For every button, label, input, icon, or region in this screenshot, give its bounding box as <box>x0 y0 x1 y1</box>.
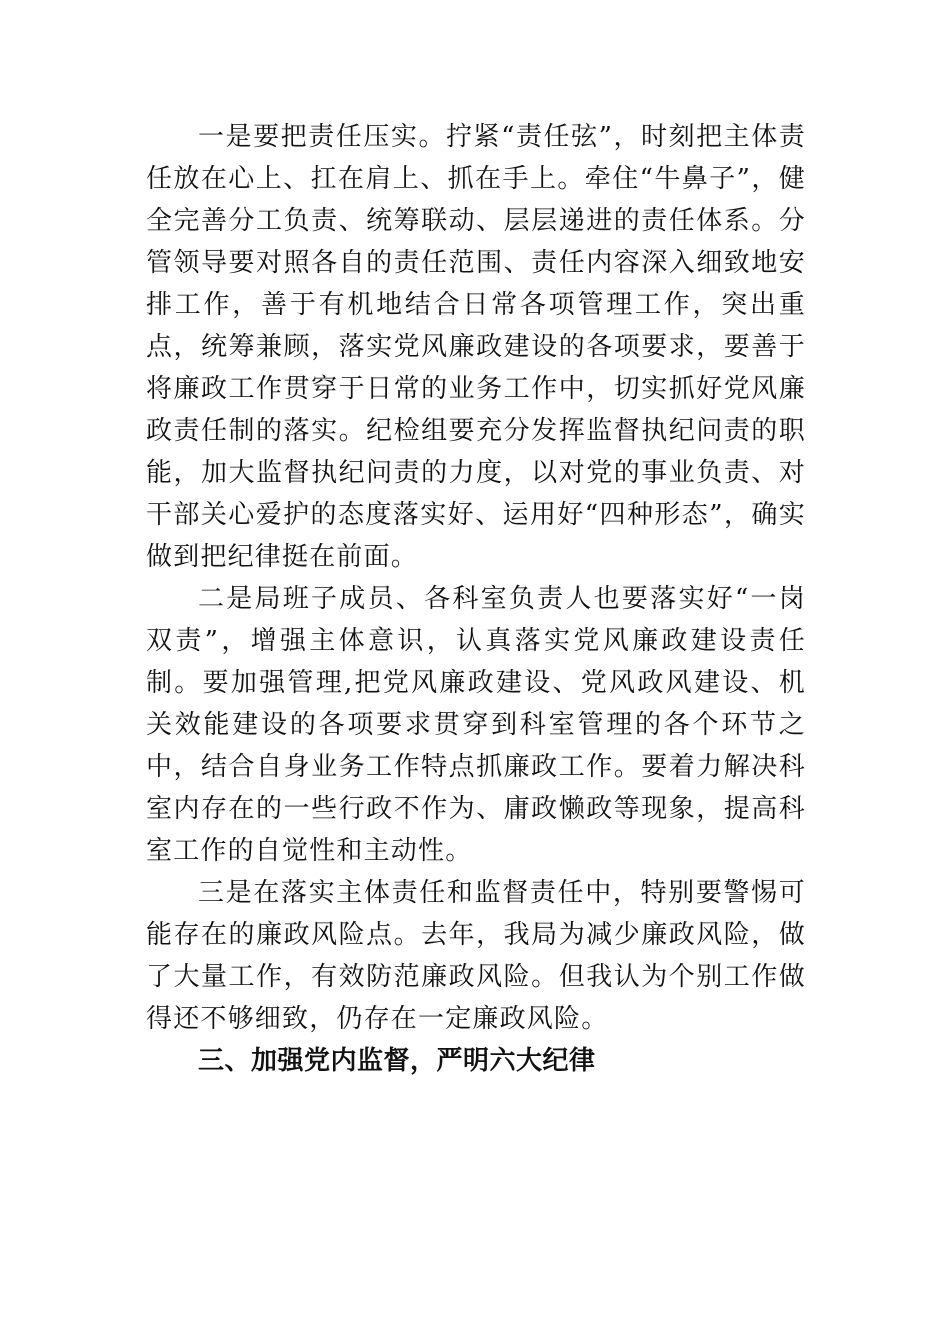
document-page <box>146 116 806 1082</box>
paragraph-leadership-duties: 二是局班子成员、各科室负责人也要落实好“一岗双责”，增强主体意识，认真落实党风廉政建设责任制。要加强管理,把党风廉政建设、党风政风建设、机关效能建设的各项要求贯穿到科室管理的各个环节之中，结合自身业务工作特点抓廉政工作。要着力解决科室内存在的一些行政不作为、庸政懒政等现象，提高科室工作的自觉性和主动性。 <box>146 584 806 866</box>
paragraph-responsibility: 一是要把责任压实。拧紧“责任弦”，时刻把主体责任放在心上、扛在肩上、抓在手上。牵住“牛鼻子”，健全完善分工负责、统筹联动、层层递进的责任体系。分管领导要对照各自的责任范围、责任内容深入细致地安排工作，善于有机地结合日常各项管理工作，突出重点，统筹兼顾，落实党风廉政建设的各项要求，要善于将廉政工作贯穿于日常的业务工作中，切实抓好党风廉政责任制的落实。纪检组要充分发挥监督执纪问责的职能，加大监督执纪问责的力度，以对党的事业负责、对干部关心爱护的态度落实好、运用好“四种形态”，确实做到把纪律挺在前面。 <box>146 122 806 572</box>
paragraph-risk-points: 三是在落实主体责任和监督责任中，特别要警惕可能存在的廉政风险点。去年，我局为减少廉政风险，做了大量工作，有效防范廉政风险。但我认为个别工作做得还不够细致，仍存在一定廉政风险。 <box>146 878 806 1034</box>
section-heading: 三、加强党内监督，严明六大纪律 <box>198 1046 596 1076</box>
